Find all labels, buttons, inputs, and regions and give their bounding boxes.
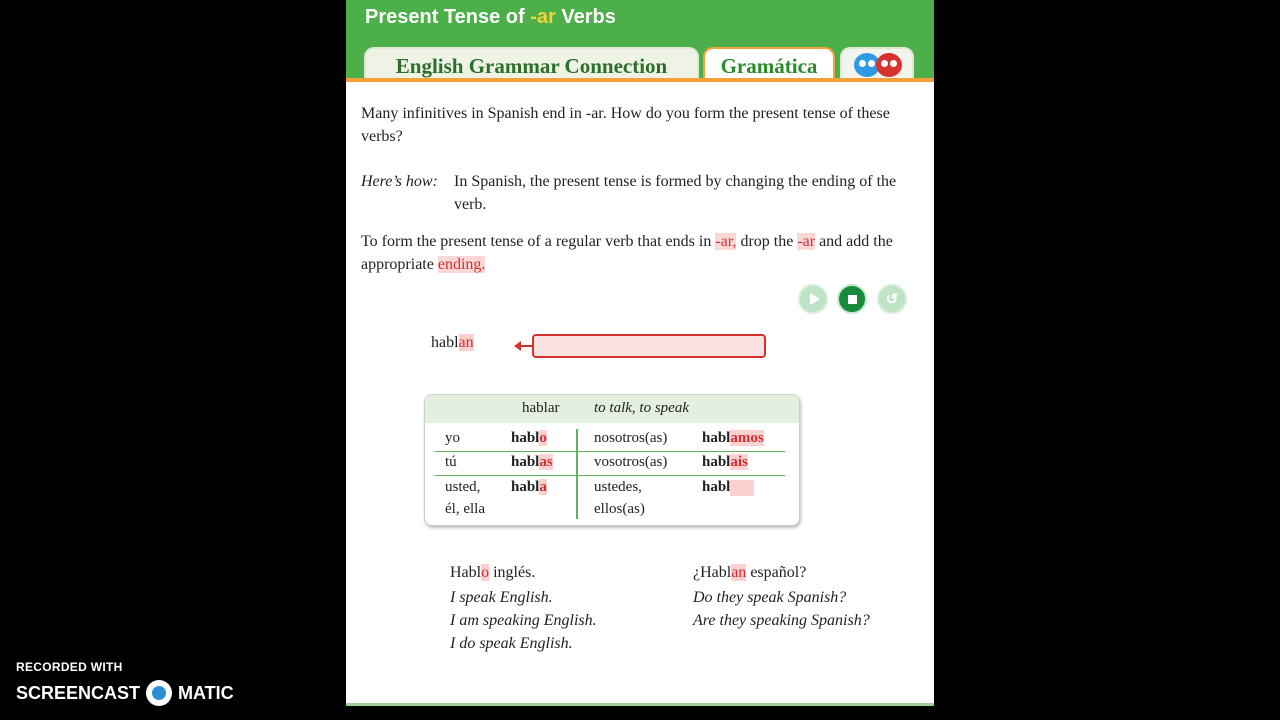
- grammar-panel: [346, 0, 934, 706]
- screencast-logo-icon: [146, 680, 172, 706]
- red-mascot-icon: [876, 53, 902, 77]
- reset-button[interactable]: [877, 284, 907, 314]
- table-meaning: to talk, to speak: [594, 400, 689, 416]
- highlight-ending: ending.: [437, 256, 486, 273]
- table-row: tú: [445, 454, 457, 470]
- table-form: habl: [702, 476, 754, 498]
- example-left: [450, 561, 597, 655]
- stop-button[interactable]: [837, 284, 867, 314]
- table-pronoun: vosotros(as): [594, 454, 668, 470]
- conjugation-table: [424, 394, 800, 526]
- stop-icon: [848, 295, 857, 304]
- ending-drop-box[interactable]: [532, 334, 766, 358]
- title-accent: -ar: [530, 6, 556, 28]
- heres-how-label: Here’s how:: [361, 173, 438, 190]
- table-verb: hablar: [522, 400, 560, 416]
- tab-gramatica[interactable]: Gramática: [703, 47, 835, 80]
- example-left-sentence: Hablo inglés.: [450, 564, 536, 581]
- heres-how-text: In Spanish, the present tense is formed by changing the ending of the verb.: [454, 173, 897, 213]
- highlight-ar-2: -ar: [797, 233, 816, 250]
- arrow-left-icon: [514, 338, 532, 354]
- table-row: usted, él, ella: [445, 479, 485, 517]
- blank-ending: [730, 480, 754, 496]
- reset-icon: ↺: [885, 291, 899, 308]
- table-form: hablas: [511, 454, 553, 470]
- example-left-translation: I speak English.: [450, 589, 553, 606]
- intro-question: Many infinitives in Spanish end in -ar. How do you form the present tense of these verbs?: [361, 105, 890, 145]
- table-pronoun: nosotros(as): [594, 430, 668, 446]
- table-form: hablo: [511, 430, 547, 446]
- example-left-translation: I am speaking English.: [450, 612, 597, 629]
- table-pronoun: ustedes, ellos(as): [594, 479, 645, 517]
- example-left-translation: I do speak English.: [450, 635, 573, 652]
- screencast-watermark: RECORDED WITH SCREENCAST MATIC: [16, 660, 123, 674]
- rule-text: To form the present tense of a regular verb that ends in -ar, drop the -ar and add the appropriate ending.: [361, 233, 893, 273]
- table-divider-vertical: [576, 429, 578, 519]
- table-form: hablamos: [702, 430, 764, 446]
- tab-mascots[interactable]: [840, 47, 914, 80]
- example-right-translation: Do they speak Spanish?: [693, 589, 847, 606]
- table-form: hablais: [702, 454, 748, 470]
- highlight-ar-1: -ar,: [715, 233, 737, 250]
- tab-english-grammar-connection[interactable]: English Grammar Connection: [364, 47, 699, 80]
- table-form: habla: [511, 479, 547, 495]
- play-icon: [810, 293, 820, 305]
- example-right-sentence: ¿Hablan español?: [693, 564, 807, 581]
- header-bar: [346, 0, 934, 82]
- tab-underline: [346, 78, 934, 82]
- page-title: Present Tense of -ar Verbs: [365, 6, 616, 28]
- table-row: yo: [445, 430, 460, 446]
- example-right: [693, 561, 870, 632]
- example-right-translation: Are they speaking Spanish?: [693, 612, 870, 629]
- animated-ending: an: [458, 334, 474, 351]
- play-button[interactable]: [798, 284, 828, 314]
- animated-verb: hablan: [431, 334, 474, 351]
